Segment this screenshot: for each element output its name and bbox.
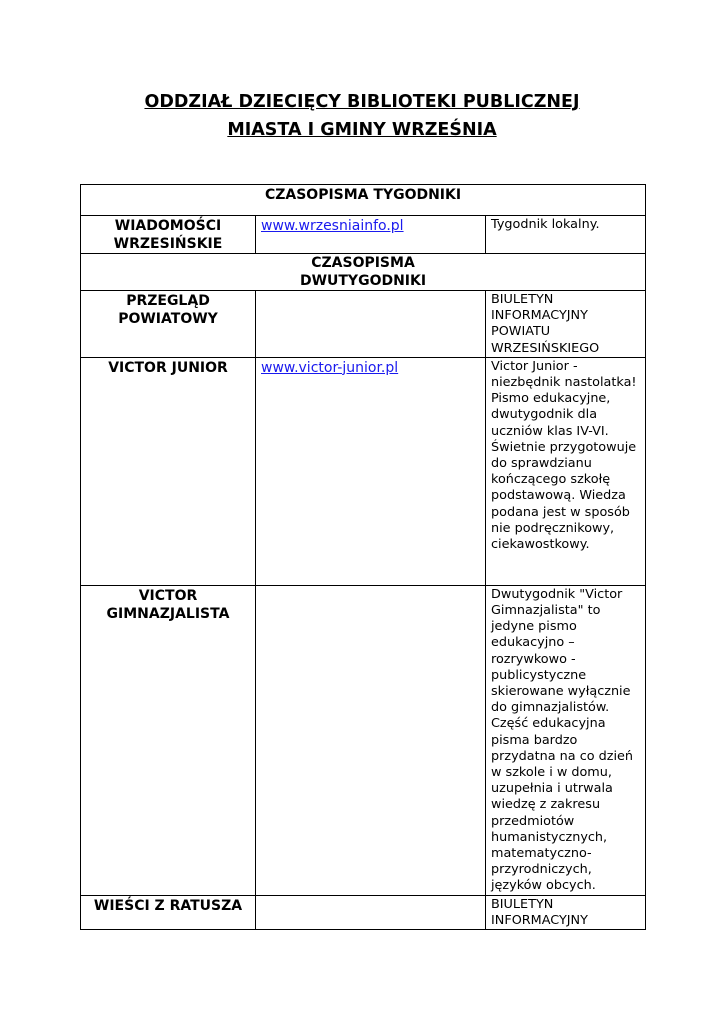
periodical-url-cell	[256, 357, 486, 585]
periodical-link[interactable]: www.victor-junior.pl	[261, 359, 399, 376]
table-row	[81, 216, 646, 254]
periodical-description: Dwutygodnik "Victor Gimnazjalista" to jedyne pismo edukacyjno – rozrywkowo -publicystyczne skierowane wyłącznie do gimnazjalistów. Część edukacyjna pisma bardzo przydatna na co dzień w szkole i w domu, uzupełnia i utrwala wiedzę z zakresu przedmiotów humanistycznych, matematyczno-przyrodniczych, języków obcych.	[486, 585, 646, 895]
table-row	[81, 895, 646, 929]
periodical-description: Victor Junior - niezbędnik nastolatka! Pismo edukacyjne, dwutygodnik dla uczniów klas IV-VI. Świetnie przygotowuje do sprawdzianu kończącego szkołę podstawową. Wiedza podana jest w sposób nie podręcznikowy, ciekawostkowy.	[486, 357, 646, 585]
section-header-biweekly-line-2: DWUTYGODNIKI	[299, 273, 427, 289]
table-row	[81, 585, 646, 895]
section-header-biweekly-line-1: CZASOPISMA	[311, 255, 415, 271]
periodical-name: WIEŚCI Z RATUSZA	[81, 895, 256, 929]
periodical-url-cell	[256, 291, 486, 358]
table-row	[81, 291, 646, 358]
section-header-weekly: CZASOPISMA TYGODNIKI	[81, 185, 646, 216]
periodical-description: Tygodnik lokalny.	[486, 216, 646, 254]
periodical-name: VICTOR JUNIOR	[81, 357, 256, 585]
periodical-link[interactable]: www.wrzesniainfo.pl	[261, 218, 404, 234]
periodical-url-cell	[256, 585, 486, 895]
section-header-biweekly	[81, 254, 646, 291]
periodical-description: BIULETYN INFORMACYJNY POWIATU WRZESIŃSKIEGO	[486, 291, 646, 358]
page-title	[0, 88, 724, 144]
periodical-name: WIADOMOŚCI WRZESIŃSKIE	[81, 216, 256, 254]
periodical-url-cell	[256, 895, 486, 929]
periodical-name: VICTOR GIMNAZJALISTA	[81, 585, 256, 895]
periodicals-table	[80, 184, 646, 930]
periodical-url-cell	[256, 216, 486, 254]
title-line-2: MIASTA I GMINY WRZEŚNIA	[227, 120, 497, 140]
section-row-weekly	[81, 185, 646, 216]
title-line-1: ODDZIAŁ DZIECIĘCY BIBLIOTEKI PUBLICZNEJ	[144, 92, 580, 112]
section-row-biweekly	[81, 254, 646, 291]
periodical-name: PRZEGLĄD POWIATOWY	[81, 291, 256, 358]
periodical-description: BIULETYN INFORMACYJNY	[486, 895, 646, 929]
table-row	[81, 357, 646, 585]
